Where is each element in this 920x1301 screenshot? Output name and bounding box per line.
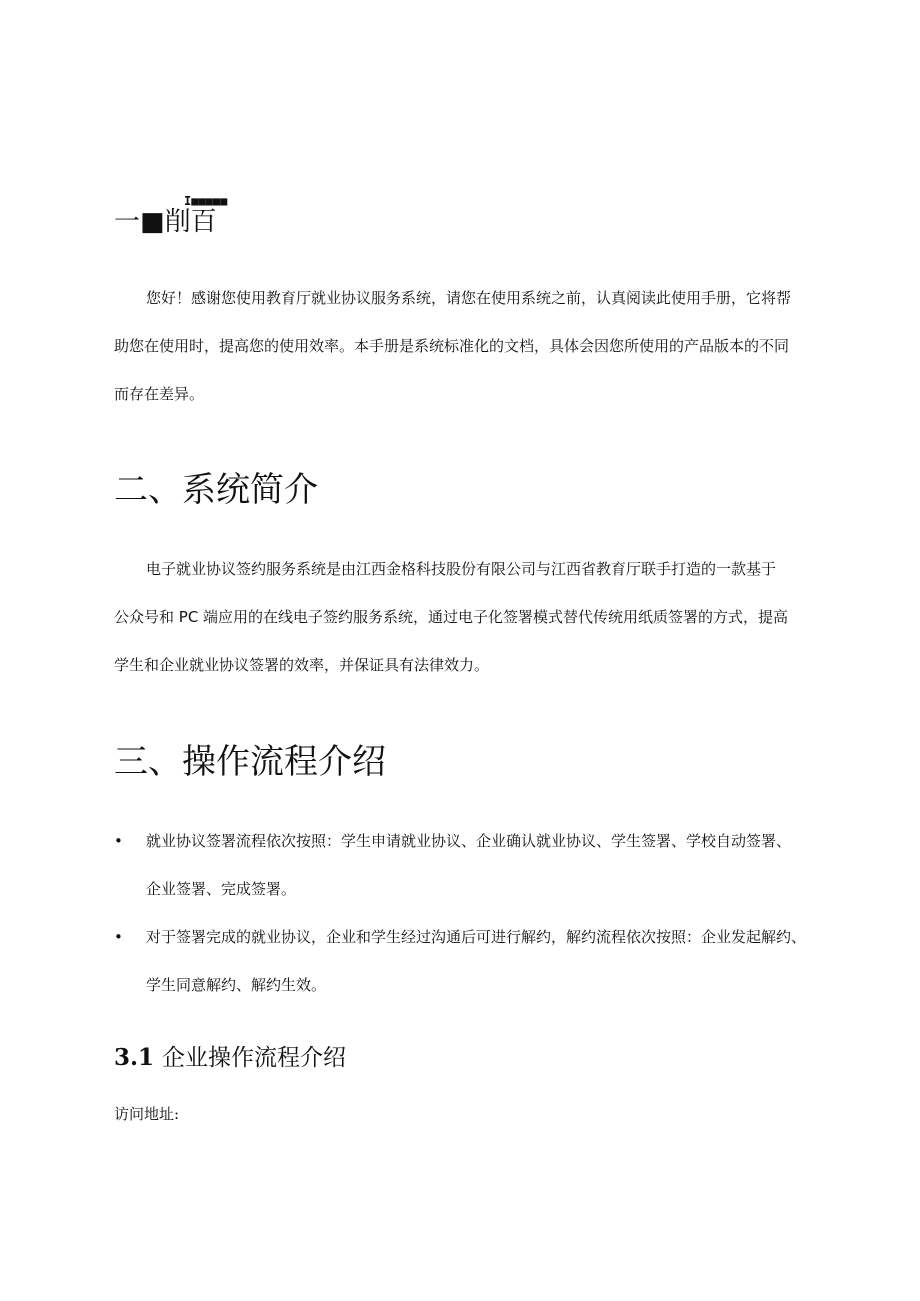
section-2-line-1: 电子就业协议签约服务系统是由江西金格科技股份有限公司与江西省教育厅联手打造的一款基于 [146, 560, 777, 578]
access-address-label: 访问地址: [114, 1105, 180, 1123]
bullet-item-termination [114, 913, 834, 1009]
bullet-2-line-1: 对于签署完成的就业协议，企业和学生经过沟通后可进行解约，解约流程依次按照：企业发起解约、 [146, 928, 807, 946]
section-1-paragraph [114, 274, 814, 418]
section-2-line-3: 学生和企业就业协议签署的效率，并保证具有法律效力。 [114, 656, 490, 674]
section-2-line-2: 公众号和 PC 端应用的在线电子签约服务系统，通过电子化签署模式替代传统用纸质签署的方式，提高 [114, 608, 789, 626]
section-1-line-3: 而存在差异。 [114, 385, 205, 403]
section-3-heading: 三、操作流程介绍 [114, 742, 386, 782]
section-1-line-1: 您好！感谢您使用教育厅就业协议服务系统，请您在使用系统之前，认真阅读此使用手册，它将帮 [146, 289, 792, 307]
process-bullet-list [114, 817, 834, 1009]
section-2-heading: 二、系统简介 [114, 470, 318, 510]
subsection-title: 企业操作流程介绍 [162, 1045, 347, 1071]
section-2-paragraph [114, 545, 814, 689]
bullet-item-signing [114, 817, 834, 913]
bullet-2-line-2: 学生同意解约、解约生效。 [146, 976, 327, 994]
section-1-heading: 一■削百 [114, 207, 217, 237]
header-marker: I■■■■■ [184, 194, 228, 208]
bullet-dot: • [114, 832, 123, 850]
subsection-number: 3.1 [114, 1044, 155, 1071]
bullet-dot: • [114, 928, 123, 946]
bullet-1-line-2: 企业签署、完成签署。 [146, 880, 297, 898]
section-1-line-2: 助您在使用时，提高您的使用效率。本手册是系统标准化的文档，具体会因您所使用的产品版本的不同 [114, 337, 790, 355]
bullet-1-line-1: 就业协议签署流程依次按照：学生申请就业协议、企业确认就业协议、学生签署、学校自动签署、 [146, 832, 792, 850]
subsection-3-1-heading [114, 1041, 346, 1075]
